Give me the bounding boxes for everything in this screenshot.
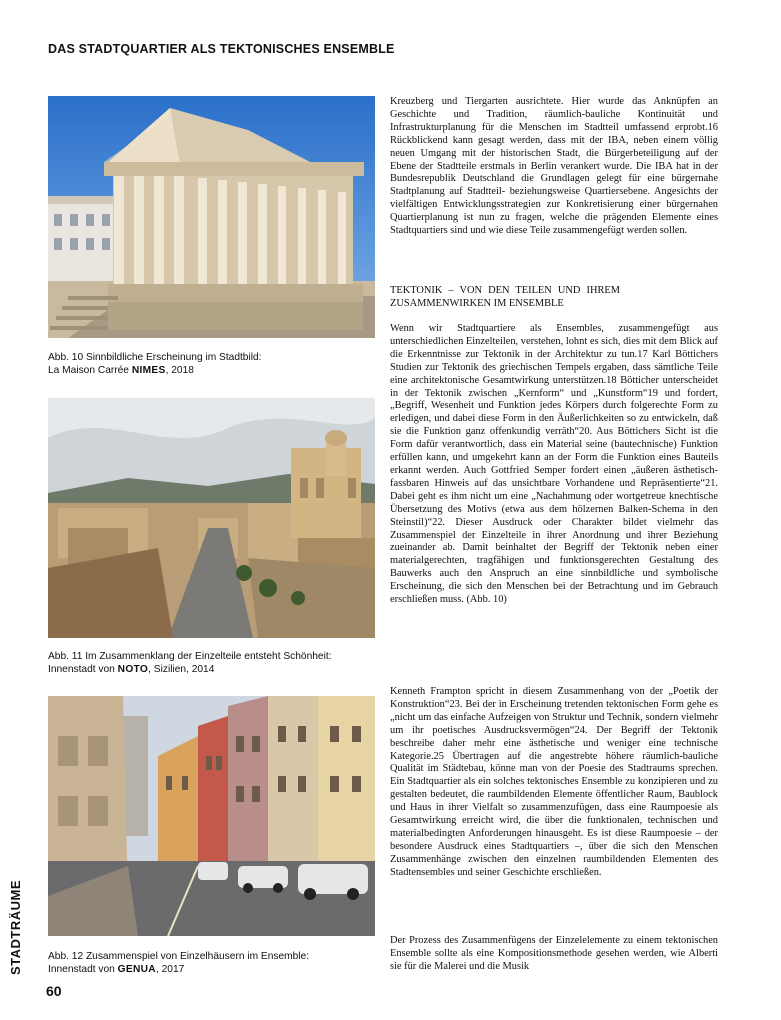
paragraph-3: Kenneth Frampton spricht in diesem Zusammenhang von der „Poetik der Konstruktion“23. Bei der in Erscheinung tretenden tektonischen Form gehe es „nicht um das einfache Aufzeigen von Struktur und Technik, sondern vielmehr um ihr poetisches Ausdrucksvermögen“24. Der Begriff der Tektonik beschreibe daher mehr eine ästhetische und weniger eine technische Kategorie.25 Übertragen auf die angestrebte höhere räumlich-bauliche Qualität im Städtebau, könne man von der Poesie des Stadtraums sprechen. Ein Stadtquartier als ein solches tektonisches Ensemble zu konzipieren und zu gestalten bedeutet, die raumbildenden Elemente öffentlicher Raum, Baublock und Haus in ihrer Vielfalt so zusammenzufügen, dass eine Raumpoesie als Gesamtwirkung erreicht wird, die über die funktionalen, technischen und materialbedingten Anforderungen hinausgeht. Es ist diese Raumpoesie – der besondere Ausdruck eines Stadtquartiers –, über die sich den Menschen Zusammenhänge zwischen den einzelnen raumbildenden Elementen des Stadtensembles und seiner Geschichte erschließen. <box>390 686 718 878</box>
running-header: DAS STADTQUARTIER ALS TEKTONISCHES ENSEMBLE <box>48 42 395 56</box>
caption-fig-12 <box>48 950 378 976</box>
page-number: 60 <box>46 983 62 999</box>
photo-nimes <box>48 96 375 338</box>
body-column-4 <box>390 935 718 974</box>
section-label: STADTRÄUME <box>8 879 23 975</box>
caption-fig-10-city: NIMES <box>131 365 166 376</box>
paragraph-4: Der Prozess des Zusammenfügens der Einzelelemente zu einem tektonischen Ensemble sollte als eine Kompositionsmethode gesehen werden, wie Alberti sie für die Malerei und die Musik <box>390 935 718 972</box>
photo-noto <box>48 398 375 638</box>
caption-fig-10-post: , 2018 <box>165 365 194 376</box>
caption-fig-12-line1: Abb. 12 Zusammenspiel von Einzelhäusern im Ensemble: <box>48 951 310 962</box>
caption-fig-10-line1: Abb. 10 Sinnbildliche Erscheinung im Stadtbild: <box>48 352 262 363</box>
caption-fig-11-city: NOTO <box>117 664 149 675</box>
caption-fig-12-pre: Innenstadt von <box>48 964 118 975</box>
section-heading: TEKTONIK – VON DEN TEILEN UND IHREM ZUSAMMENWIRKEN IM ENSEMBLE <box>390 285 620 309</box>
paragraph-2: Wenn wir Stadtquartiere als Ensembles, zusammengefügt aus unterschiedlichen Einzelteilen, verstehen, lohnt es sich, dies mit dem Blick auf die Erkenntnisse zur Tektonik in der Architektur zu tun.17 Karl Böttichers Studien zur Tektonik des griechischen Tempels ergaben, dass sämtliche Teile eine architektonische Gesamtwirkung unterstützen.18 Bötticher unterscheidet in der Tektonik zwischen „Kernform“ und „Kunstform“19 und fordert, „Begriff, Wesenheit und Funktion jedes Körpers durch folgerechte Form zu erledigen, und dabei diese Form in den Äußerlichkeiten so zu entwickeln, daß sie die Funktion ganz offenkundig verräth“20. Aus Böttichers Sicht ist die Form dafür verantwortlich, dass ein Material seine (bautechnische) Funktion erfüllen kann, und umgekehrt kann an der Form die Funktion eines Bauteils erkannt werden. Auch Gottfried Semper fordert einen „äußeren ästhetisch-fassbaren Hinweis auf das unsichtbare Vorhandene und Repräsentierte“21. Dabei geht es ihm nicht um eine „Nachahmung oder wortgetreue knechtische Übersetzung des Motivs (etwa aus dem hölzernen Balken-Schema in den Steinstil)“22. Dieser Ausdruck oder Charakter bildet vielmehr das Zusammenspiel der Einzelteile in ihrer Anordnung und ihrer Beziehung zueinander ab. Damit beinhaltet der Begriff der Tektonik neben einer materialgerechten, tragfähigen und funktionsgerechten Gestaltung des Bauwerks auch den Anspruch an eine sinnbildliche und symbolische Erscheinung, die sich den Menschen bei der Betrachtung und im Gebrauch erschließen muss. (Abb. 10) <box>390 323 718 606</box>
caption-fig-12-city: GENUA <box>117 964 156 975</box>
caption-fig-12-post: , 2017 <box>155 964 185 975</box>
body-column-2 <box>390 323 718 607</box>
caption-fig-10-pre: La Maison Carrée <box>48 365 132 376</box>
photo-genua <box>48 696 375 936</box>
caption-fig-11-post: , Sizilien, 2014 <box>148 664 215 675</box>
body-column <box>390 96 718 238</box>
caption-fig-11 <box>48 650 378 676</box>
caption-fig-10 <box>48 351 378 377</box>
caption-fig-11-line1: Abb. 11 Im Zusammenklang der Einzelteile entsteht Schönheit: <box>48 651 332 662</box>
body-column-3 <box>390 686 718 880</box>
paragraph-1: Kreuzberg und Tiergarten ausrichtete. Hier wurde das Anknüpfen an Geschichte und Tradition, räumlich-bauliche Kontinuität und Infrastrukturplanung für die Menschen im Stadtteil umfassend erprobt.16 Rückblickend kann gesagt werden, dass mit der IBA, neben einem völlig neuen Umgang mit der historischen Stadt, die Bürgerbeteiligung auf der Ebene der Stadtteile erstmals in Berlin verankert wurde. Die IBA hat in der Bundesrepublik Deutschland die Grundlagen gelegt für eine bürgernahe Stadtplanung auf Stadtteil- beziehungsweise Quartiersebene. Angesichts der vielfältigen Entwicklungsstrategien zur Konkretisierung einer bürgernahen Quartierplanung ist nun zu fragen, welche die prägenden Elemente eines Stadtquartiers sind und wie diese Teile zusammengefügt werden sollen. <box>390 96 718 237</box>
caption-fig-11-pre: Innenstadt von <box>48 664 118 675</box>
